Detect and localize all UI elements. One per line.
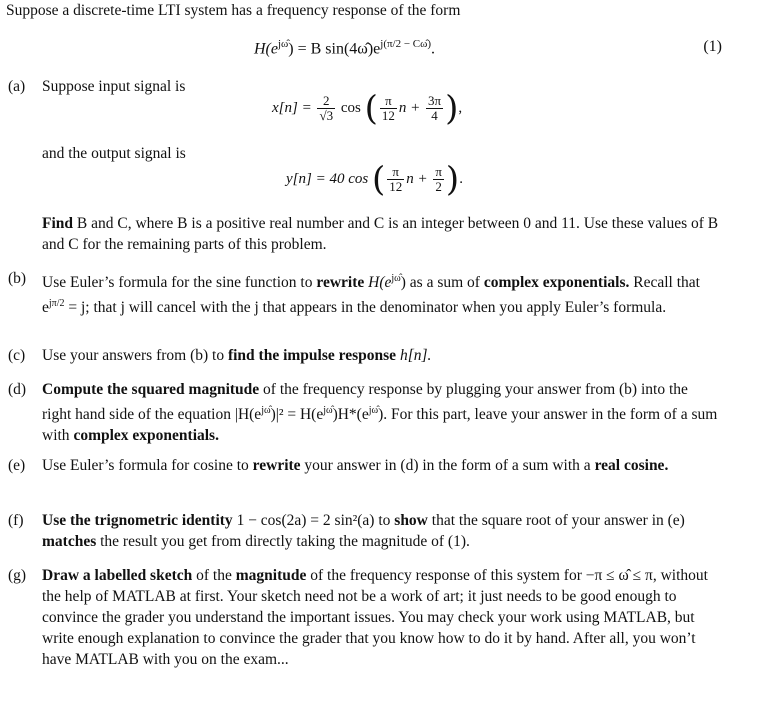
intro-text: Suppose a discrete-time LTI system has a frequency response of the form xyxy=(6,2,461,19)
equation-1: $H(e^{j\omegâ}) = B$ $\sin(4\omegâ)e^{j(\pi/2 - C\omegâ)}$. xyxy=(254,38,436,58)
input-signal-equation: x[n] = $\frac{2}{√3}$ cos ( $\frac{\pi}{12}$ n + $\frac{3\pi}{4}$ ), xyxy=(272,88,463,129)
part-a-output-intro: and the output signal is xyxy=(42,145,186,162)
part-e: (e) Use Euler’s formula for cosine to rewrite your answer in (d) in the form of a sum with a real cosine. xyxy=(8,457,669,474)
part-a-find: Find B and C, where B is a positive real number and C is an integer between 0 and 11. Use these values of B and C for the remaining parts of this problem. xyxy=(42,215,719,253)
equation-number: (1) xyxy=(703,38,722,55)
output-signal-equation: y[n] = 40 cos ( $\frac{\pi}{12}$ n + $\frac{\pi}{2}$ ). xyxy=(286,159,463,200)
part-b: (b) Use Euler’s formula for the sine function to rewrite $H(e^{j\omegâ})$ as a sum of complex exponentials. Recall that $e^{j\pi/2} = j$; that j will cancel with the j that appears in the denominator when you apply Euler’s formula. xyxy=(8,270,700,317)
part-a-label: (a) xyxy=(8,78,26,95)
part-d: (d) Compute the squared magnitude of the frequency response by plugging your answer from (b) into the right hand side of the equation $|H(e^{j\omegâ})|^2 = H(e^{j\omegâ})H*(e^{j\omegâ})$. For this part, leave your answer in the form of a sum with complex exponentials. xyxy=(8,381,718,445)
part-c: (c) Use your answers from (b) to find the impulse response h[n]. xyxy=(8,347,432,364)
part-g: (g) Draw a labelled sketch of the magnitude of the frequency response of this system for −π ≤ ω̂ ≤ π, without the help of MATLAB at first. Your sketch need not be a work of art; it just needs to be good enough to convince the grader you understand the important issues. You may check your work using MATLAB, but write enough explanation to convince the grader that you know how to do it by hand. After all, you won’t have MATLAB with you on the exam... xyxy=(8,567,708,668)
part-a-text1: Suppose input signal is xyxy=(42,78,186,95)
part-f: (f) Use the trignometric identity 1 − cos(2a) = 2 sin²(a) to show that the square root of your answer in (e) matches the result you get from directly taking the magnitude of (1). xyxy=(8,512,685,550)
